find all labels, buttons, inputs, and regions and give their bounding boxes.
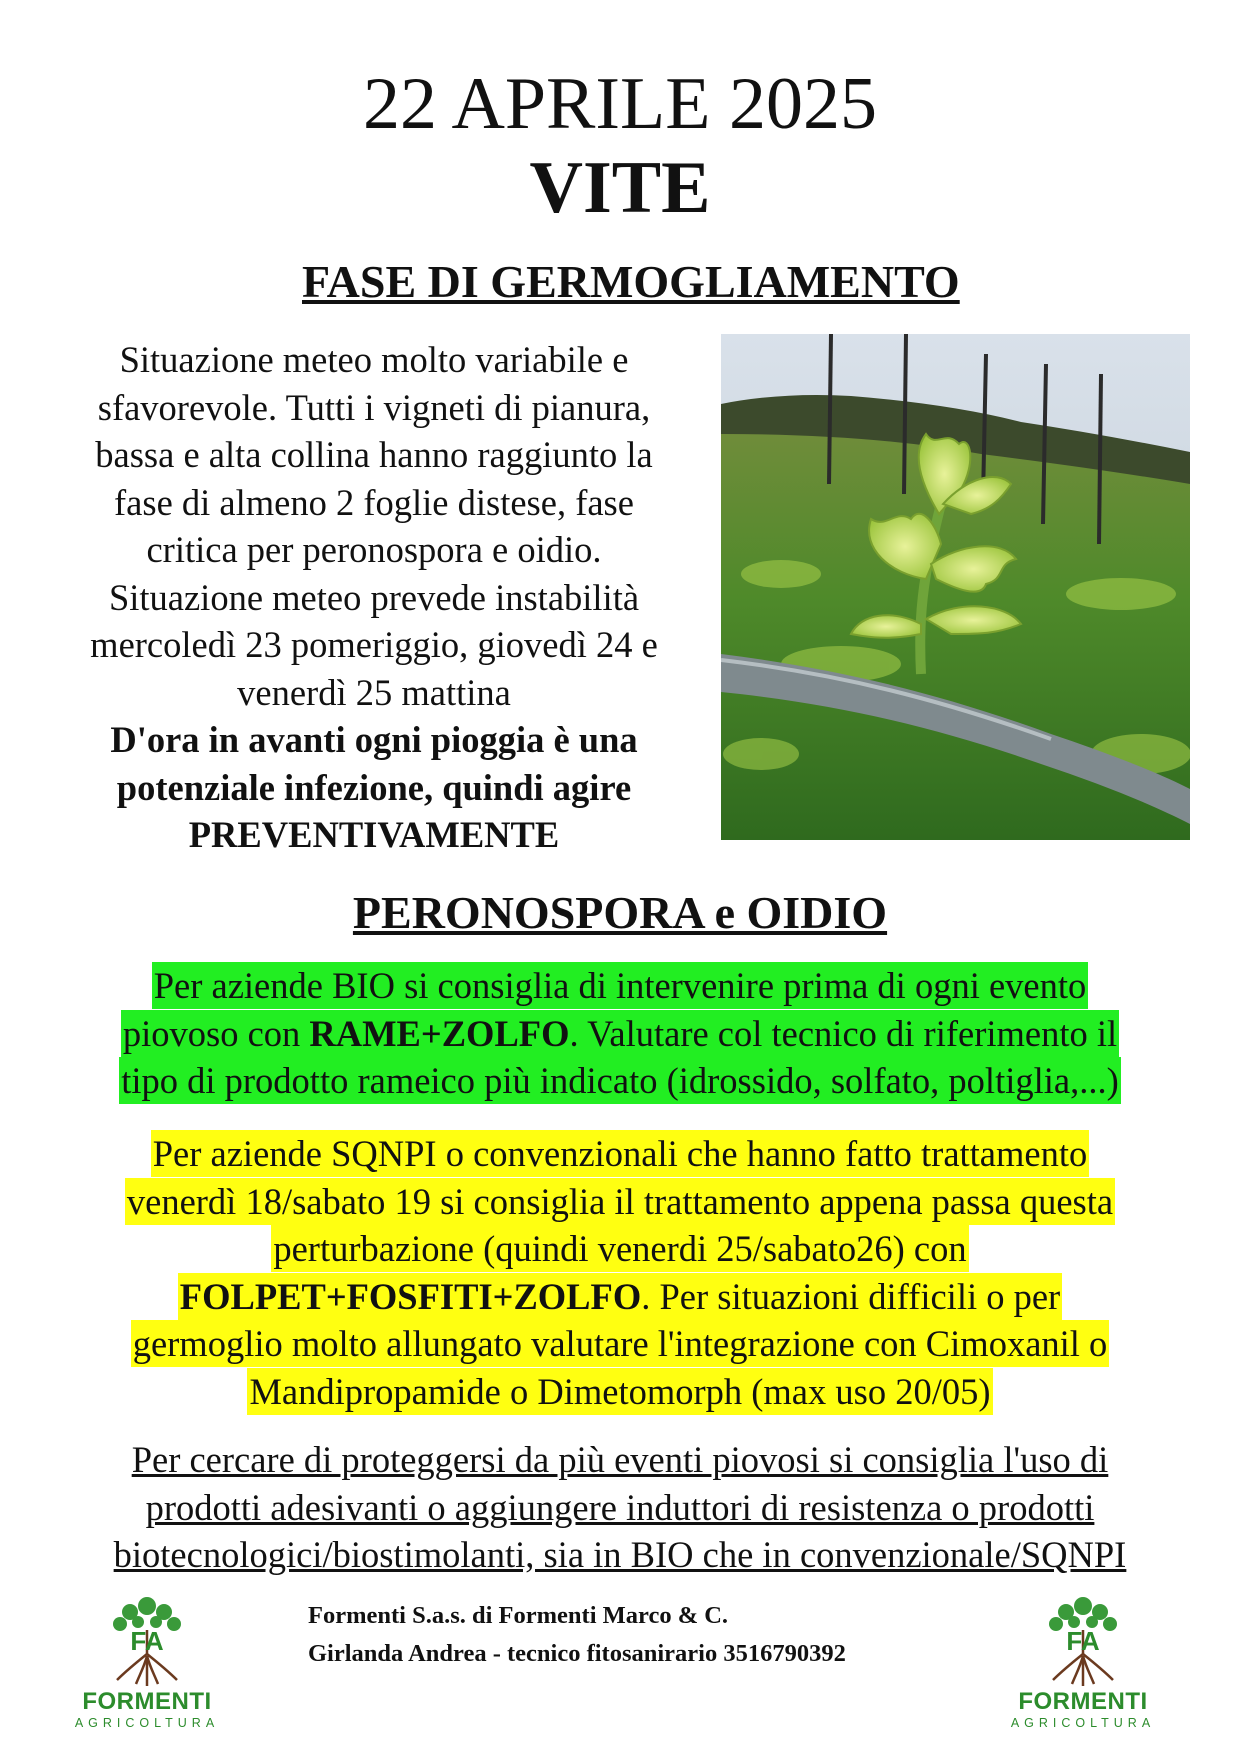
phase-line: Situazione meteo prevede instabilità bbox=[108, 576, 640, 618]
warning-line: D'ora in avanti ogni pioggia è una bbox=[110, 719, 638, 760]
bio-line: piovoso con RAME+ZOLFO. Valutare col tecnico di riferimento il bbox=[121, 1010, 1119, 1057]
disease-heading: PERONOSPORA e OIDIO bbox=[352, 887, 888, 938]
contact-footer bbox=[308, 1597, 846, 1673]
tree-icon bbox=[998, 1592, 1168, 1688]
sqnpi-line: perturbazione (quindi venerdi 25/sabato26) con bbox=[271, 1225, 968, 1272]
sqnpi-line: Mandipropamide o Dimetomorph (max uso 20/05) bbox=[247, 1368, 992, 1415]
phase-line: bassa e alta collina hanno raggiunto la bbox=[95, 434, 653, 475]
phase-line: fase di almeno 2 foglie distese, fase bbox=[114, 481, 634, 523]
phase-line: mercoledì 23 pomeriggio, giovedì 24 e bbox=[90, 624, 658, 665]
sqnpi-product: FOLPET+FOSFITI+ZOLFO bbox=[179, 1275, 642, 1317]
sqnpi-line: FOLPET+FOSFITI+ZOLFO. Per situazioni difficili o per bbox=[178, 1273, 1062, 1320]
vine-sprout-photo bbox=[721, 334, 1190, 840]
note-line: Per cercare di proteggersi da più eventi piovosi si consiglia l'uso di bbox=[131, 1439, 1109, 1480]
logo-monogram: FA bbox=[1066, 1626, 1100, 1656]
sqnpi-line: Per aziende SQNPI o convenzionali che hanno fatto trattamento bbox=[151, 1130, 1090, 1177]
phase-line: Situazione meteo molto variabile e bbox=[119, 339, 629, 380]
logo-subtitle: AGRICOLTURA bbox=[74, 1716, 220, 1730]
bio-line: tipo di prodotto rameico più indicato (idrossido, solfato, poltiglia,...) bbox=[119, 1057, 1121, 1104]
bio-advice bbox=[40, 962, 1200, 1105]
logo-brand: FORMENTI bbox=[82, 1688, 212, 1715]
bio-line: Per aziende BIO si consiglia di intervenire prima di ogni evento bbox=[152, 962, 1089, 1009]
tree-icon bbox=[62, 1592, 232, 1688]
company-name: Formenti S.a.s. di Formenti Marco & C. bbox=[308, 1602, 729, 1629]
crop-title: VITE bbox=[529, 147, 711, 229]
document-date: 22 APRILE 2025 bbox=[363, 63, 877, 145]
phase-line: venerdì 25 mattina bbox=[237, 671, 511, 713]
sqnpi-advice bbox=[40, 1130, 1200, 1415]
technician-contact: Girlanda Andrea - tecnico fitosanirario 3516790392 bbox=[308, 1640, 846, 1667]
sqnpi-line: germoglio molto allungato valutare l'integrazione con Cimoxanil o bbox=[131, 1320, 1110, 1367]
warning-line: PREVENTIVAMENTE bbox=[188, 814, 560, 855]
warning-line: potenziale infezione, quindi agire bbox=[116, 766, 632, 808]
phase-line: critica per peronospora e oidio. bbox=[146, 529, 602, 570]
logo-brand: FORMENTI bbox=[1018, 1688, 1148, 1715]
logo-monogram: FA bbox=[130, 1626, 164, 1656]
protection-note bbox=[40, 1436, 1200, 1579]
phase-heading: FASE DI GERMOGLIAMENTO bbox=[302, 256, 960, 307]
sqnpi-line: venerdì 18/sabato 19 si consiglia il trattamento appena passa questa bbox=[125, 1178, 1115, 1225]
logo-subtitle: AGRICOLTURA bbox=[1010, 1716, 1156, 1730]
formenti-logo bbox=[62, 1592, 232, 1742]
formenti-logo bbox=[998, 1592, 1168, 1742]
bio-product: RAME+ZOLFO bbox=[309, 1012, 570, 1054]
note-line: biotecnologici/biostimolanti, sia in BIO che in convenzionale/SQNPI bbox=[113, 1534, 1127, 1575]
note-line: prodotti adesivanti o aggiungere induttori di resistenza o prodotti bbox=[145, 1486, 1095, 1528]
phase-line: sfavorevole. Tutti i vigneti di pianura, bbox=[97, 386, 651, 428]
phase-description bbox=[44, 336, 704, 859]
